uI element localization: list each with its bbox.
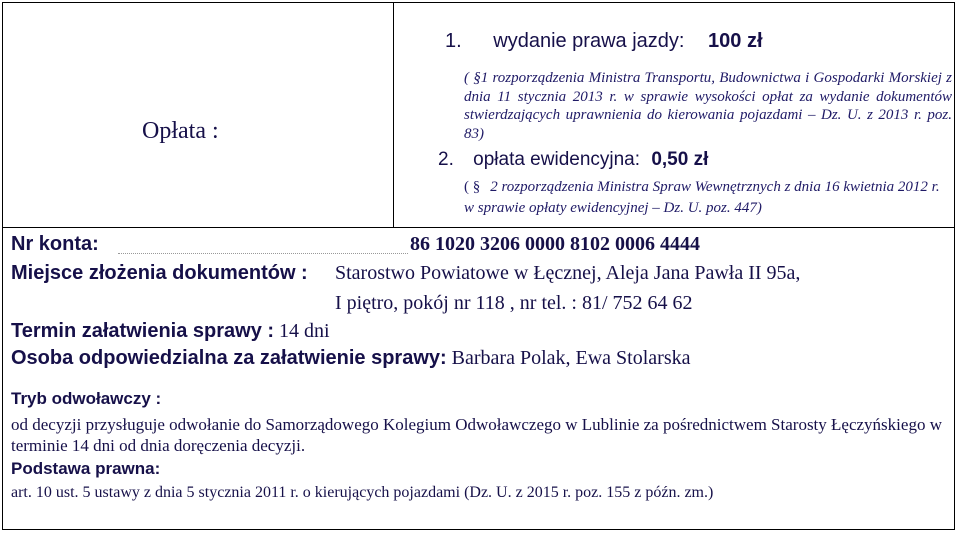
fee-label: Opłata : bbox=[142, 118, 219, 144]
fee-item-number: 1. bbox=[445, 30, 462, 52]
fee-item-registration bbox=[438, 149, 708, 171]
fee-item-amount: 100 zł bbox=[708, 30, 763, 52]
fee-item-driving-license bbox=[445, 30, 763, 53]
account-underline bbox=[118, 253, 408, 254]
fee-section-divider bbox=[2, 227, 955, 228]
responsible-person-label: Osoba odpowiedzialna za załatwienie sprawy: bbox=[11, 347, 447, 369]
place-room-phone: I piętro, pokój nr 118 , nr tel. : 81/ 752 64 62 bbox=[335, 292, 693, 314]
responsible-person-row bbox=[11, 347, 691, 370]
term-row bbox=[11, 320, 330, 343]
term-value: 14 dni bbox=[279, 320, 330, 342]
fee-item-title: opłata ewidencyjna: bbox=[473, 149, 641, 170]
fee-item-amount: 0,50 zł bbox=[651, 149, 709, 170]
fee-item-title: wydanie prawa jazdy: bbox=[493, 30, 685, 52]
responsible-person-value: Barbara Polak, Ewa Stolarska bbox=[451, 347, 691, 369]
term-label: Termin załatwienia sprawy : bbox=[11, 320, 275, 342]
legal-basis-label: Podstawa prawna: bbox=[11, 459, 161, 478]
place-address: Starostwo Powiatowe w Łęcznej, Aleja Jana Pawła II 95a, bbox=[335, 262, 801, 284]
account-label: Nr konta: bbox=[11, 233, 99, 255]
fee-item-reference: ( § 2 rozporządzenia Ministra Spraw Wewnętrznych z dnia 16 kwietnia 2012 r. w sprawie opłaty ewidencyjnej – Dz. U. poz. 447) bbox=[464, 179, 940, 216]
appeal-label: Tryb odwoławczy : bbox=[11, 389, 162, 408]
fee-column-divider bbox=[393, 2, 394, 227]
fee-item-reference: ( §1 rozporządzenia Ministra Transportu, Budownictwa i Gospodarki Morskiej z dnia 11 stycznia 2013 r. w sprawie wysokości opłat za wydanie dokumentów stwierdzających uprawnienia do kierowania pojazdami – Dz. U. z 2013 r. poz. 83) bbox=[464, 70, 952, 142]
appeal-text: od decyzji przysługuje odwołanie do Samorządowego Kolegium Odwoławczego w Lublinie za pośrednictwem Starosty Łęczyńskiego w terminie 14 dni od dnia doręczenia decyzji. bbox=[11, 415, 942, 455]
legal-basis-text: art. 10 ust. 5 ustawy z dnia 5 stycznia 2011 r. o kierujących pojazdami (Dz. U. z 2015 r. poz. 155 z późn. zm.) bbox=[11, 484, 714, 501]
place-label: Miejsce złożenia dokumentów : bbox=[11, 262, 308, 284]
fee-item-number: 2. bbox=[438, 149, 454, 170]
account-number: 86 1020 3206 0000 8102 0006 4444 bbox=[410, 233, 700, 255]
